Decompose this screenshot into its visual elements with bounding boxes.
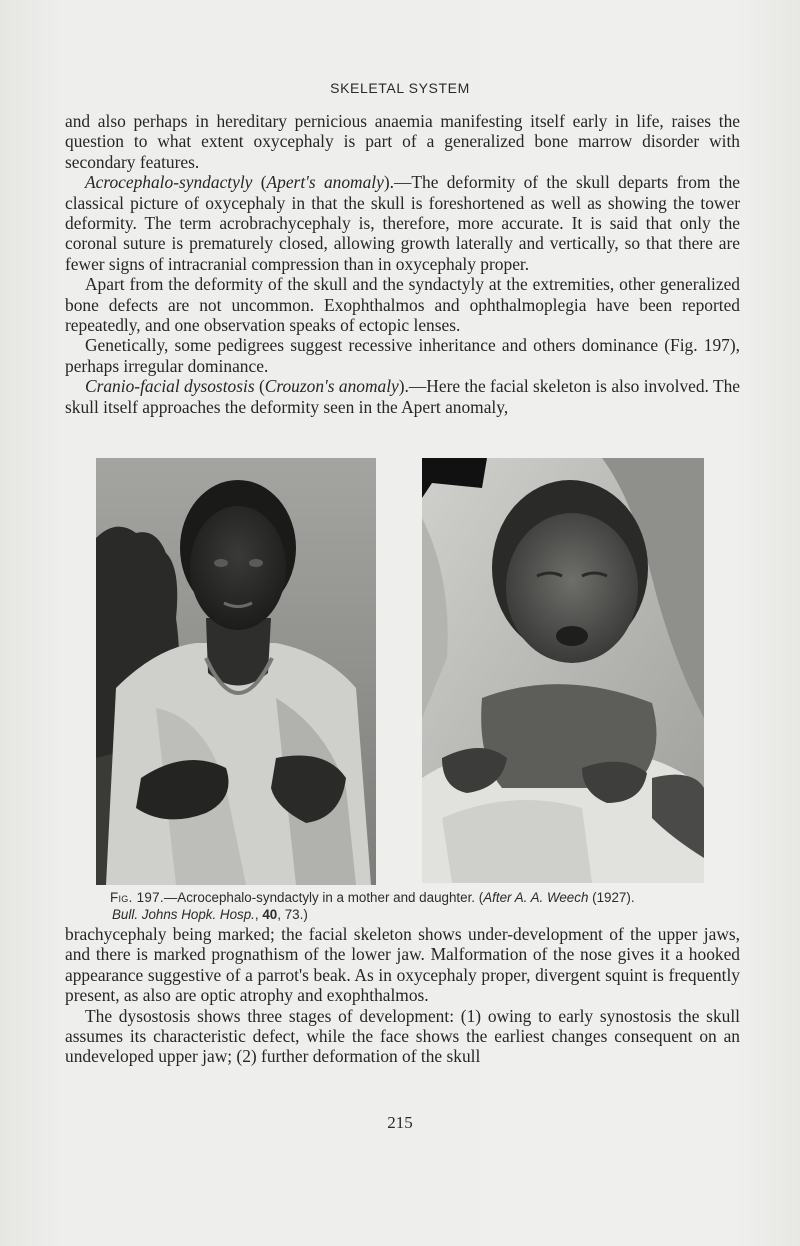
photo-daughter-image xyxy=(422,458,704,883)
figure-caption xyxy=(110,889,740,923)
caption-volume: 40 xyxy=(262,907,278,922)
photo-mother-image xyxy=(96,458,376,885)
body-text-bottom xyxy=(65,924,740,1067)
paragraph-apert-body: —The deformity of the skull departs from the classical picture of oxycephaly in that the skull is foreshortened as well as showing the tower deformity. The term acrobrachycephaly is, therefore, more accurate. It is said that only the coronal suture is prematurely closed, allowing growth laterally and vertically, so that there are fewer signs of intracranial compression than in oxycephaly proper. xyxy=(65,172,740,274)
paragraph-crouzon-body: —Here the facial skeleton is also involved. The skull itself approaches the deformity seen in the Apert anomaly, xyxy=(65,376,740,417)
term-crouzon-anomaly: Crouzon's anomaly xyxy=(264,376,399,397)
caption-label: Fig. 197. xyxy=(110,890,164,905)
term-cranio-facial-dysostosis: Cranio-facial dysostosis xyxy=(85,376,255,397)
photo-mother xyxy=(96,458,376,885)
paragraph-apert: Acrocephalo-syndactyly (Apert's anomaly).—The deformity of the skull departs from the classical picture of oxycephaly in that the skull is foreshortened as well as showing the tower deformity. The term acrobrachycephaly is, therefore, more accurate. It is said that only the coronal suture is prematurely closed, allowing growth laterally and vertically, so that there are fewer signs of intracranial compression than in oxycephaly proper. xyxy=(65,172,740,274)
paragraph-bone-defects: Apart from the deformity of the skull and the syndactyly at the extremities, other generalized bone defects are not uncommon. Exophthalmos and ophthalmoplegia have been reported repeatedly, and one observation speaks of ectopic lenses. xyxy=(65,274,740,336)
paragraph-continuation: and also perhaps in hereditary pernicious anaemia manifesting itself early in life, raises the question to what extent oxycephaly is part of a generalized bone marrow disorder with secondary features. xyxy=(65,111,740,172)
photo-daughter xyxy=(422,458,704,883)
paragraph-stages: The dysostosis shows three stages of development: (1) owing to early synostosis the skull assumes its characteristic defect, while the face shows the earliest changes consequent on an undeveloped upper jaw; (2) further deformation of the skull xyxy=(65,1005,740,1067)
caption-pages: , 73.) xyxy=(277,907,308,922)
paragraph-crouzon: Cranio-facial dysostosis (Crouzon's anomaly).—Here the facial skeleton is also involved. The skull itself approaches the deformity seen in the Apert anomaly, xyxy=(65,376,740,417)
caption-journal: Bull. Johns Hopk. Hosp. xyxy=(112,907,255,922)
paragraph-crouzon-continued: brachycephaly being marked; the facial skeleton shows under-development of the upper jaws, and there is marked prognathism of the lower jaw. Malformation of the nose gives it a hooked appearance suggestive of a parrot's beak. As in oxycephaly proper, divergent squint is frequently present, as also are optic atrophy and exophthalmos. xyxy=(65,924,740,1006)
running-head: SKELETAL SYSTEM xyxy=(330,80,470,96)
caption-year: (1927). xyxy=(588,890,635,905)
paragraph-genetics: Genetically, some pedigrees suggest recessive inheritance and others dominance (Fig. 197), perhaps irregular dominance. xyxy=(65,335,740,376)
caption-line-2: Bull. Johns Hopk. Hosp., 40, 73.) xyxy=(112,907,308,922)
figure-197 xyxy=(96,458,706,888)
body-text-top xyxy=(65,111,740,417)
term-apert-anomaly: Apert's anomaly xyxy=(266,172,384,193)
page-number: 215 xyxy=(387,1113,413,1132)
term-acrocephalo-syndactyly: Acrocephalo-syndactyly xyxy=(85,172,253,193)
caption-text: —Acrocephalo-syndactyly in a mother and daughter. ( xyxy=(163,890,484,905)
caption-source: After A. A. Weech xyxy=(483,890,589,905)
caption-line-1 xyxy=(110,889,740,906)
